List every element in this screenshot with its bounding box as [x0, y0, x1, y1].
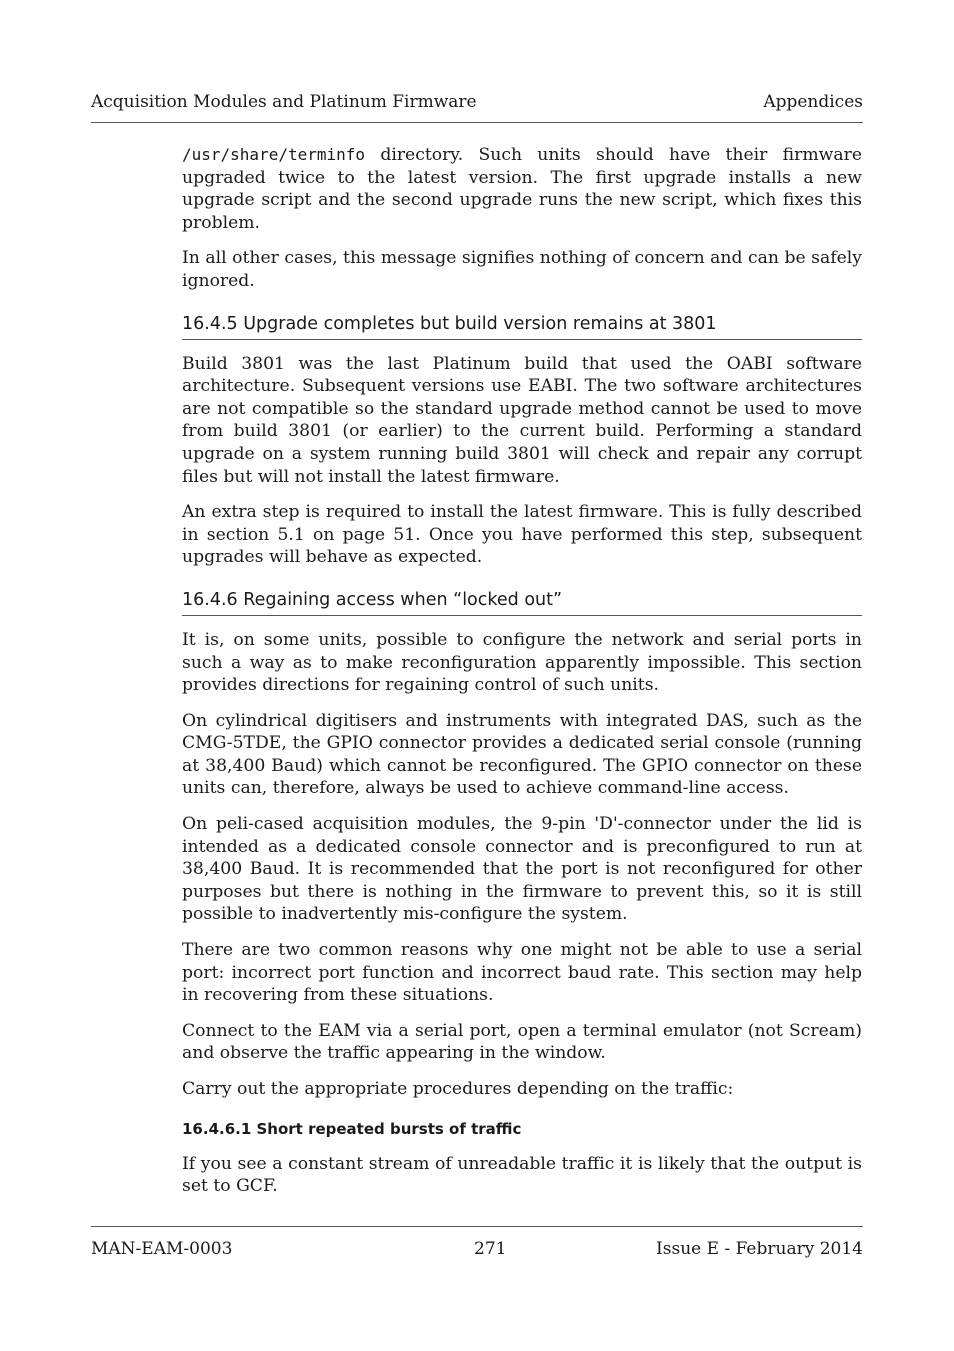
paragraph-terminfo: [182, 144, 862, 234]
footer-page-number: 271: [474, 1239, 507, 1259]
paragraph-build-3801: Build 3801 was the last Platinum build that used the OABI software architecture. Subsequent versions use EABI. The two software architectures are not compatible so the standard upgrade method cannot be used to move from build 3801 (or earlier) to the current build. Performing a standard upgrade on a system running build 3801 will check and repair any corrupt files but will not install the latest firmware.: [182, 353, 862, 487]
page-content: [182, 144, 862, 1211]
page-header: [91, 90, 863, 123]
paragraph-locked-out-intro: It is, on some units, possible to configure the network and serial ports in such a way as to make reconfiguration apparently impossible. This section provides directions for regaining control of such units.: [182, 629, 862, 696]
heading-16-4-6: 16.4.6 Regaining access when “locked out”: [182, 589, 862, 616]
paragraph-cylindrical-digitisers: On cylindrical digitisers and instruments with integrated DAS, such as the CMG-5TDE, the GPIO connector provides a dedicated serial console (running at 38,400 Baud) which cannot be reconfigured. The GPIO connector on these units can, therefore, always be used to achieve command-line access.: [182, 710, 862, 799]
paragraph-gcf-output: If you see a constant stream of unreadable traffic it is likely that the output is set to GCF.: [182, 1153, 862, 1197]
footer-issue-date: Issue E - February 2014: [656, 1239, 863, 1259]
paragraph-ignored: In all other cases, this message signifies nothing of concern and can be safely ignored.: [182, 248, 862, 291]
paragraph-extra-step: An extra step is required to install the latest firmware. This is fully described in section 5.1 on page 51. Once you have performed this step, subsequent upgrades will behave as expected.: [182, 502, 862, 568]
paragraph-common-reasons: There are two common reasons why one might not be able to use a serial port: incorrect port function and incorrect baud rate. This section may help in recovering from these situations.: [182, 940, 862, 1006]
page-footer: [91, 1226, 863, 1267]
footer-document-code: MAN-EAM-0003: [91, 1239, 233, 1259]
paragraph-terminfo-text: directory. Such units should have their firmware upgraded twice to the latest version. The first upgrade installs a new upgrade script and the second upgrade runs the new script, which fixes this problem.: [182, 145, 862, 233]
header-section-name: Appendices: [763, 92, 863, 112]
code-path: /usr/share/terminfo: [182, 145, 366, 164]
header-document-title: Acquisition Modules and Platinum Firmware: [91, 92, 477, 112]
heading-16-4-6-1: 16.4.6.1 Short repeated bursts of traffic: [182, 1119, 522, 1138]
paragraph-peli-cased: On peli-cased acquisition modules, the 9-pin 'D'-connector under the lid is intended as a dedicated console connector and is preconfigured to run at 38,400 Baud. It is recommended that the port is not reconfigured for other purposes but there is nothing in the firmware to prevent this, so it is still possible to inadvertently mis-configure the system.: [182, 814, 862, 925]
paragraph-procedures: Carry out the appropriate procedures depending on the traffic:: [182, 1079, 734, 1099]
heading-16-4-5: 16.4.5 Upgrade completes but build version remains at 3801: [182, 313, 862, 340]
paragraph-connect-eam: Connect to the EAM via a serial port, open a terminal emulator (not Scream) and observe the traffic appearing in the window.: [182, 1020, 862, 1064]
